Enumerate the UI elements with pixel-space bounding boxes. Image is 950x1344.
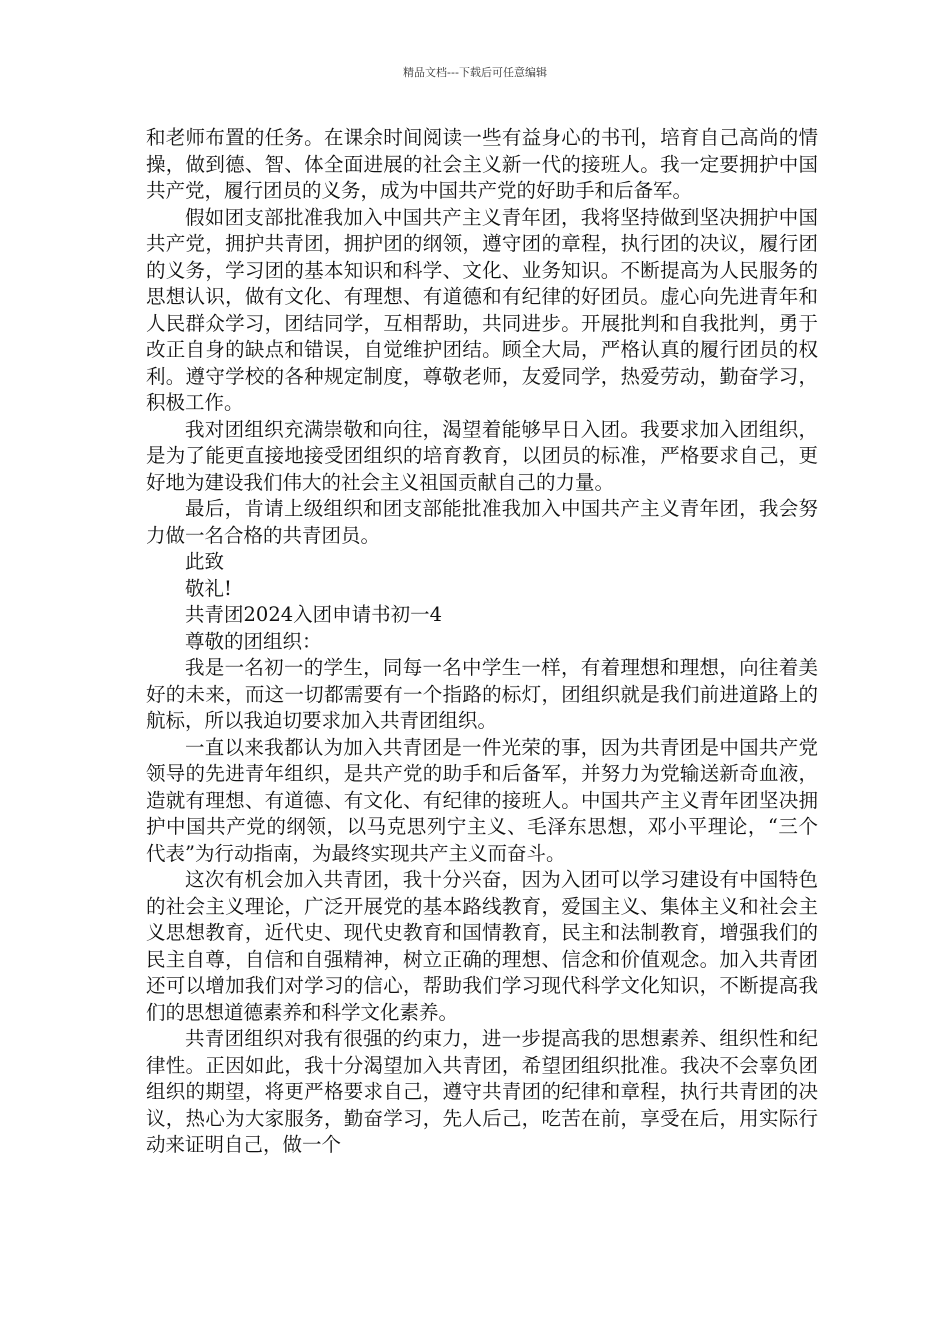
paragraph: 我对团组织充满崇敬和向往，渴望着能够早日入团。我要求加入团组织，是为了能更直接地接受团组织的培育教育，以团员的标准，严格要求自己，更好地为建设我们伟大的社会主义祖国贡献自己的力量。	[146, 417, 818, 494]
paragraph: 我是一名初一的学生，同每一名中学生一样，有着理想和理想，向往着美好的未来，而这一切都需要有一个指路的标灯，团组织就是我们前进道路上的航标，所以我迫切要求加入共青团组织。	[146, 656, 818, 732]
paragraph: 这次有机会加入共青团，我十分兴奋，因为入团可以学习建设有中国特色的社会主义理论，广泛开展党的基本路线教育，爱国主义、集体主义和社会主义思想教育，近代史、现代史教育和国情教育，民主和法制教育，增强我们的民主自尊，自信和自强精神，树立正确的理想、信念和价值观念。加入共青团还可以增加我们对学习的信心，帮助我们学习现代科学文化知识，不断提高我们的思想道德素养和科学文化素养。	[146, 868, 818, 1024]
paragraph: 最后，肯请上级组织和团支部能批准我加入中国共产主义青年团，我会努力做一名合格的共青团员。	[146, 497, 818, 547]
letter-salutation: 尊敬的团组织：	[185, 629, 322, 653]
paragraph: 共青团组织对我有很强的约束力，进一步提高我的思想素养、组织性和纪律性。正因如此，我十分渴望加入共青团，希望团组织批准。我决不会辜负团组织的期望，将更严格要求自己，遵守共青团的纪律和章程，执行共青团的决议，热心为大家服务，勤奋学习，先人后己，吃苦在前，享受在后，用实际行动来证明自己，做一个	[146, 1027, 818, 1156]
closing-greeting: 敬礼!	[185, 576, 232, 600]
page-header: 精品文档---下载后可任意编辑	[403, 66, 547, 79]
paragraph: 一直以来我都认为加入共青团是一件光荣的事，因为共青团是中国共产党领导的先进青年组织，是共产党的助手和后备军，并努力为党输送新奇血液，造就有理想、有道德、有文化、有纪律的接班人。中国共产主义青年团坚决拥护中国共产党的纲领，以马克思列宁主义、毛泽东思想，邓小平理论，“三个代表”为行动指南，为最终实现共产主义而奋斗。	[146, 735, 818, 865]
document-body	[146, 125, 818, 1159]
paragraph: 和老师布置的任务。在课余时间阅读一些有益身心的书刊，培育自己高尚的情操，做到德、智、体全面进展的社会主义新一代的接班人。我一定要拥护中国共产党，履行团员的义务，成为中国共产党的好助手和后备军。	[146, 126, 818, 202]
closing-salutation: 此致	[185, 550, 225, 573]
section-title: 共青团2024入团申请书初一4	[185, 603, 443, 626]
paragraph: 假如团支部批准我加入中国共产主义青年团，我将坚持做到坚决拥护中国共产党，拥护共青团，拥护团的纲领，遵守团的章程，执行团的决议，履行团的义务，学习团的基本知识和科学、文化、业务知识。不断提高为人民服务的思想认识，做有文化、有理想、有道德和有纪律的好团员。虚心向先进青年和人民群众学习，团结同学，互相帮助，共同进步。开展批判和自我批判，勇于改正自身的缺点和错误，自觉维护团结。顾全大局，严格认真的履行团员的权利。遵守学校的各种规定制度，尊敬老师，友爱同学，热爱劳动，勤奋学习，积极工作。	[146, 205, 818, 414]
